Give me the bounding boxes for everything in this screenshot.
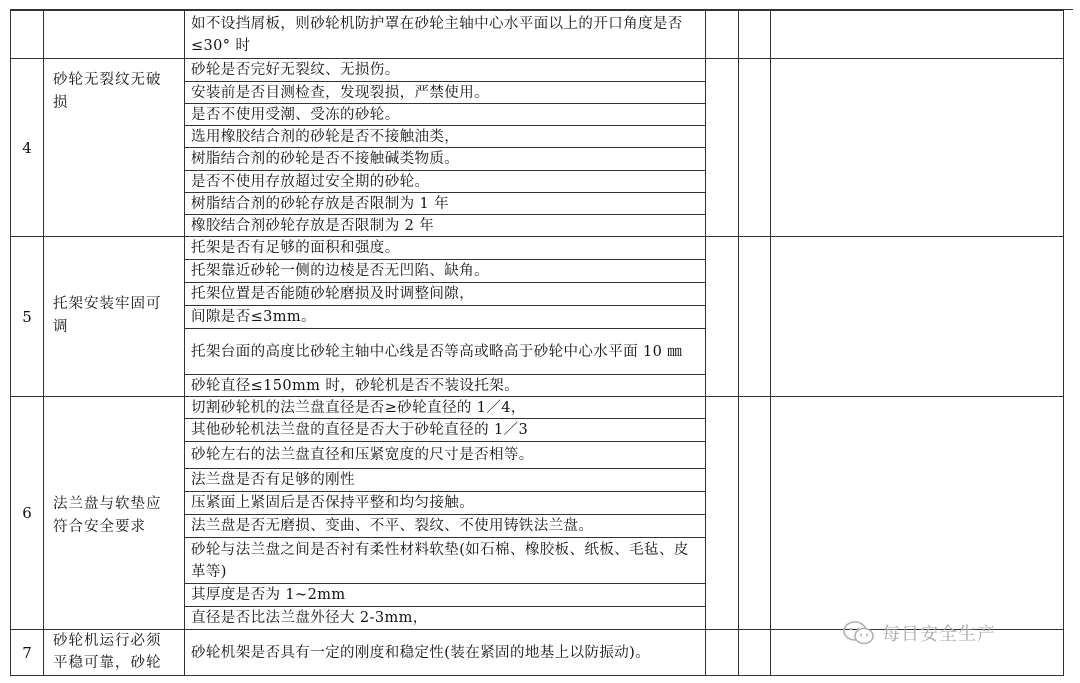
row-number: 4 bbox=[11, 59, 44, 237]
check-item: 是否不使用存放超过安全期的砂轮。 bbox=[185, 171, 706, 193]
wechat-icon bbox=[842, 620, 876, 646]
check-box-cell[interactable] bbox=[706, 237, 739, 397]
check-item: 选用橡胶结合剂的砂轮是否不接触油类， bbox=[185, 126, 706, 148]
no-cell bbox=[11, 11, 44, 59]
category-label: 法兰盘与软垫应符合安全要求 bbox=[44, 397, 185, 630]
category-label: 砂轮无裂纹无破损 bbox=[44, 59, 185, 237]
table-row bbox=[11, 59, 1064, 82]
watermark-text: 每日安全生产 bbox=[882, 624, 996, 645]
check-item: 砂轮左右的法兰盘直径和压紧宽度的尺寸是否相等。 bbox=[185, 442, 706, 469]
remark-cell[interactable] bbox=[771, 59, 1064, 237]
check-item: 法兰盘是否无磨损、变曲、不平、裂纹、不使用铸铁法兰盘。 bbox=[185, 515, 706, 538]
check-item: 如不设挡屑板，则砂轮机防护罩在砂轮主轴中心水平面以上的开口角度是否≤30° 时 bbox=[185, 11, 706, 59]
check-item: 直径是否比法兰盘外径大 2-3mm， bbox=[185, 607, 706, 630]
check-item: 压紧面上紧固后是否保持平整和均匀接触。 bbox=[185, 492, 706, 515]
check-item: 是否不使用受潮、受冻的砂轮。 bbox=[185, 104, 706, 126]
check-item: 间隙是否≤3mm。 bbox=[185, 306, 706, 329]
remark-cell[interactable] bbox=[771, 11, 1064, 59]
check-item: 砂轮是否完好无裂纹、无损伤。 bbox=[185, 59, 706, 82]
remark-cell[interactable] bbox=[771, 397, 1064, 630]
row-number: 6 bbox=[11, 397, 44, 630]
table-row bbox=[11, 11, 1064, 59]
inspection-table bbox=[10, 10, 1064, 676]
category-label: 砂轮机运行必须平稳可靠，砂轮 bbox=[44, 630, 185, 676]
check-item: 安装前是否目测检查，发现裂损，严禁使用。 bbox=[185, 82, 706, 104]
check-box-cell[interactable] bbox=[739, 397, 771, 630]
check-box-cell[interactable] bbox=[739, 630, 771, 676]
remark-cell[interactable] bbox=[771, 237, 1064, 397]
category-cell bbox=[44, 11, 185, 59]
check-item: 砂轮直径≤150mm 时，砂轮机是否不装设托架。 bbox=[185, 375, 706, 397]
watermark bbox=[842, 620, 996, 646]
check-item: 树脂结合剂的砂轮是否不接触碱类物质。 bbox=[185, 148, 706, 171]
table-row bbox=[11, 397, 1064, 419]
check-box-cell[interactable] bbox=[739, 11, 771, 59]
category-label: 托架安装牢固可调 bbox=[44, 237, 185, 397]
check-box-cell[interactable] bbox=[706, 397, 739, 630]
check-item: 切割砂轮机的法兰盘直径是否≥砂轮直径的 1／4， bbox=[185, 397, 706, 419]
check-item: 橡胶结合剂砂轮存放是否限制为 2 年 bbox=[185, 215, 706, 237]
check-box-cell[interactable] bbox=[706, 11, 739, 59]
check-item: 其厚度是否为 1~2mm bbox=[185, 584, 706, 607]
table-row bbox=[11, 237, 1064, 260]
check-box-cell[interactable] bbox=[739, 237, 771, 397]
check-item: 托架位置是否能随砂轮磨损及时调整间隙， bbox=[185, 283, 706, 306]
check-item: 托架靠近砂轮一侧的边棱是否无凹陷、缺角。 bbox=[185, 260, 706, 283]
check-box-cell[interactable] bbox=[739, 59, 771, 237]
check-item: 树脂结合剂的砂轮存放是否限制为 1 年 bbox=[185, 193, 706, 215]
check-box-cell[interactable] bbox=[706, 59, 739, 237]
row-number: 5 bbox=[11, 237, 44, 397]
check-item: 托架台面的高度比砂轮主轴中心线是否等高或略高于砂轮中心水平面 10 ㎜ bbox=[185, 329, 706, 375]
check-item: 法兰盘是否有足够的刚性 bbox=[185, 469, 706, 492]
check-item: 砂轮与法兰盘之间是否衬有柔性材料软垫(如石棉、橡胶板、纸板、毛毡、皮革等) bbox=[185, 538, 706, 584]
check-item: 其他砂轮机法兰盘的直径是否大于砂轮直径的 1／3 bbox=[185, 419, 706, 442]
check-item: 砂轮机架是否具有一定的刚度和稳定性(装在紧固的地基上以防振动)。 bbox=[185, 630, 706, 676]
row-number: 7 bbox=[11, 630, 44, 676]
check-box-cell[interactable] bbox=[706, 630, 739, 676]
check-item: 托架是否有足够的面积和强度。 bbox=[185, 237, 706, 260]
